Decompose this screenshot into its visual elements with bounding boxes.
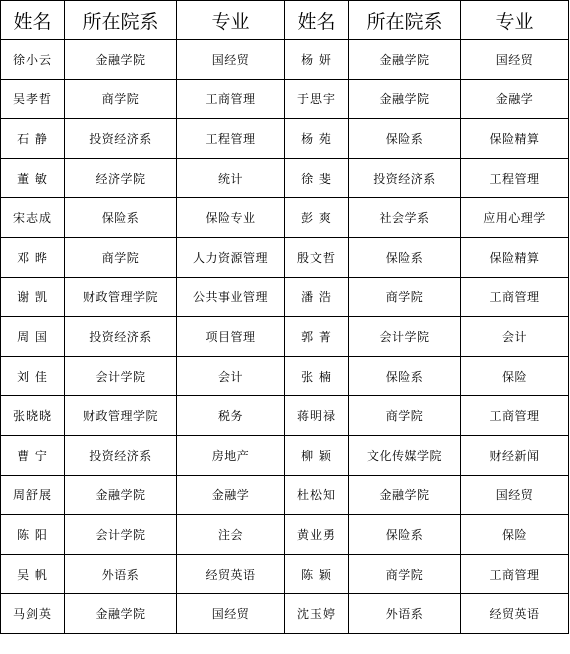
left-major-cell: 金融学 (177, 475, 285, 515)
left-dept-cell: 投资经济系 (65, 317, 177, 357)
right-dept-cell: 社会学系 (349, 198, 461, 238)
right-major-cell: 保险精算 (461, 237, 569, 277)
right-major-cell: 保险 (461, 356, 569, 396)
left-major-cell: 统计 (177, 158, 285, 198)
table-row (1, 40, 569, 80)
right-major-cell: 会计 (461, 317, 569, 357)
left-name-cell: 刘 佳 (1, 356, 65, 396)
left-name-cell: 徐小云 (1, 40, 65, 80)
right-dept-cell: 保险系 (349, 237, 461, 277)
right-name-cell: 彭 爽 (285, 198, 349, 238)
right-major-cell: 工商管理 (461, 277, 569, 317)
left-major-cell: 工商管理 (177, 79, 285, 119)
right-dept-cell: 商学院 (349, 554, 461, 594)
right-dept-cell: 保险系 (349, 356, 461, 396)
right-dept-cell: 金融学院 (349, 475, 461, 515)
header-row (1, 1, 569, 40)
right-dept-cell: 外语系 (349, 594, 461, 634)
right-major-cell: 财经新闻 (461, 435, 569, 475)
right-major-cell: 经贸英语 (461, 594, 569, 634)
left-name-cell: 曹 宁 (1, 435, 65, 475)
left-name-cell: 石 静 (1, 119, 65, 159)
table-row (1, 317, 569, 357)
left-name-cell: 董 敏 (1, 158, 65, 198)
left-dept-cell: 投资经济系 (65, 119, 177, 159)
right-major-cell: 工程管理 (461, 158, 569, 198)
left-major-cell: 经贸英语 (177, 554, 285, 594)
left-dept-cell: 外语系 (65, 554, 177, 594)
table-body (1, 40, 569, 634)
left-dept-cell: 商学院 (65, 79, 177, 119)
right-name-cell: 郭 菁 (285, 317, 349, 357)
right-major-cell: 应用心理学 (461, 198, 569, 238)
header-major-left: 专业 (177, 1, 285, 40)
left-major-cell: 人力资源管理 (177, 237, 285, 277)
left-name-cell: 陈 阳 (1, 515, 65, 555)
left-dept-cell: 财政管理学院 (65, 396, 177, 436)
table-row (1, 475, 569, 515)
left-major-cell: 注会 (177, 515, 285, 555)
header-dept-left: 所在院系 (65, 1, 177, 40)
left-major-cell: 税务 (177, 396, 285, 436)
table-row (1, 594, 569, 634)
header-name-left: 姓名 (1, 1, 65, 40)
right-dept-cell: 商学院 (349, 277, 461, 317)
left-name-cell: 吴孝哲 (1, 79, 65, 119)
right-major-cell: 保险精算 (461, 119, 569, 159)
table-row (1, 554, 569, 594)
left-major-cell: 公共事业管理 (177, 277, 285, 317)
left-name-cell: 周 国 (1, 317, 65, 357)
left-name-cell: 周舒展 (1, 475, 65, 515)
left-major-cell: 工程管理 (177, 119, 285, 159)
left-major-cell: 项目管理 (177, 317, 285, 357)
right-dept-cell: 保险系 (349, 119, 461, 159)
left-name-cell: 张晓晓 (1, 396, 65, 436)
left-dept-cell: 投资经济系 (65, 435, 177, 475)
left-major-cell: 房地产 (177, 435, 285, 475)
right-major-cell: 国经贸 (461, 40, 569, 80)
left-name-cell: 宋志成 (1, 198, 65, 238)
right-major-cell: 保险 (461, 515, 569, 555)
right-name-cell: 柳 颖 (285, 435, 349, 475)
right-name-cell: 张 楠 (285, 356, 349, 396)
left-dept-cell: 经济学院 (65, 158, 177, 198)
left-dept-cell: 金融学院 (65, 594, 177, 634)
table-row (1, 198, 569, 238)
left-name-cell: 邓 晔 (1, 237, 65, 277)
left-major-cell: 国经贸 (177, 594, 285, 634)
table-row (1, 79, 569, 119)
left-name-cell: 吴 帆 (1, 554, 65, 594)
right-dept-cell: 投资经济系 (349, 158, 461, 198)
right-major-cell: 工商管理 (461, 554, 569, 594)
left-major-cell: 保险专业 (177, 198, 285, 238)
table-row (1, 119, 569, 159)
right-dept-cell: 保险系 (349, 515, 461, 555)
left-name-cell: 马剑英 (1, 594, 65, 634)
table-row (1, 237, 569, 277)
table-row (1, 277, 569, 317)
table-row (1, 515, 569, 555)
right-name-cell: 蒋明禄 (285, 396, 349, 436)
left-name-cell: 谢 凯 (1, 277, 65, 317)
right-name-cell: 于思宇 (285, 79, 349, 119)
right-name-cell: 沈玉婷 (285, 594, 349, 634)
left-dept-cell: 会计学院 (65, 515, 177, 555)
right-major-cell: 国经贸 (461, 475, 569, 515)
left-major-cell: 会计 (177, 356, 285, 396)
right-name-cell: 潘 浩 (285, 277, 349, 317)
header-major-right: 专业 (461, 1, 569, 40)
left-dept-cell: 会计学院 (65, 356, 177, 396)
right-name-cell: 杜松知 (285, 475, 349, 515)
right-major-cell: 金融学 (461, 79, 569, 119)
left-major-cell: 国经贸 (177, 40, 285, 80)
left-dept-cell: 金融学院 (65, 475, 177, 515)
left-dept-cell: 保险系 (65, 198, 177, 238)
header-name-right: 姓名 (285, 1, 349, 40)
header-dept-right: 所在院系 (349, 1, 461, 40)
left-dept-cell: 商学院 (65, 237, 177, 277)
right-name-cell: 杨 苑 (285, 119, 349, 159)
right-name-cell: 徐 斐 (285, 158, 349, 198)
right-dept-cell: 会计学院 (349, 317, 461, 357)
right-dept-cell: 金融学院 (349, 79, 461, 119)
right-dept-cell: 商学院 (349, 396, 461, 436)
right-dept-cell: 文化传媒学院 (349, 435, 461, 475)
table-row (1, 435, 569, 475)
table-row (1, 396, 569, 436)
right-dept-cell: 金融学院 (349, 40, 461, 80)
right-major-cell: 工商管理 (461, 396, 569, 436)
right-name-cell: 杨 妍 (285, 40, 349, 80)
table-row (1, 356, 569, 396)
right-name-cell: 陈 颖 (285, 554, 349, 594)
left-dept-cell: 财政管理学院 (65, 277, 177, 317)
left-dept-cell: 金融学院 (65, 40, 177, 80)
right-name-cell: 黄业勇 (285, 515, 349, 555)
right-name-cell: 殷文哲 (285, 237, 349, 277)
table-row (1, 158, 569, 198)
